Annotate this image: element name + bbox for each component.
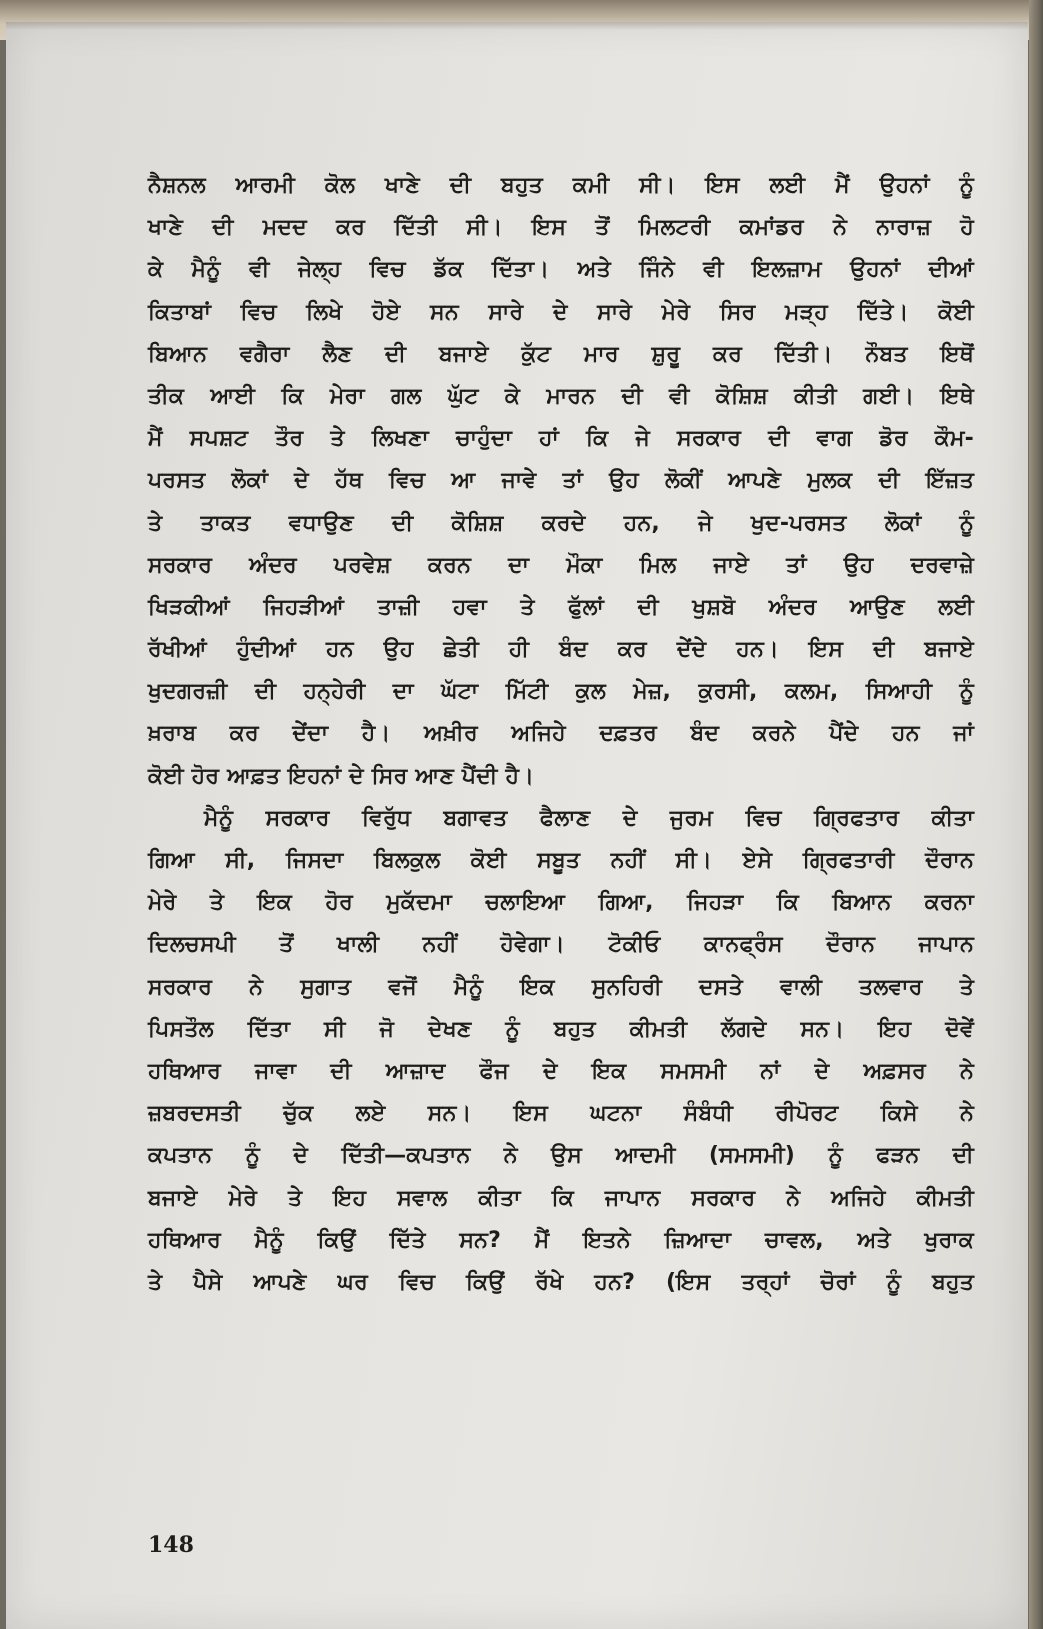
text-line: ਖ਼ਰਾਬ ਕਰ ਦੇਂਦਾ ਹੈ। ਅਖ਼ੀਰ ਅਜਿਹੇ ਦਫ਼ਤਰ ਬੰਦ ਕਰਨੇ ਪੈਂਦੇ ਹਨ ਜਾਂ — [148, 721, 974, 747]
text-line: ਖਾਣੇ ਦੀ ਮਦਦ ਕਰ ਦਿੱਤੀ ਸੀ। ਇਸ ਤੋਂ ਮਿਲਟਰੀ ਕਮਾਂਡਰ ਨੇ ਨਾਰਾਜ਼ ਹੋ — [148, 215, 974, 241]
text-line: ਨੈਸ਼ਨਲ ਆਰਮੀ ਕੋਲ ਖਾਣੇ ਦੀ ਬਹੁਤ ਕਮੀ ਸੀ। ਇਸ ਲਈ ਮੈਂ ਉਹਨਾਂ ਨੂੰ — [148, 173, 974, 198]
page-body-text — [148, 165, 974, 1304]
text-line: ਬਿਆਨ ਵਗੈਰਾ ਲੈਣ ਦੀ ਬਜਾਏ ਕੁੱਟ ਮਾਰ ਸ਼ੁਰੂ ਕਰ ਦਿੱਤੀ। ਨੌਬਤ ਇਥੋਂ — [148, 341, 974, 367]
text-line: ਮੇਰੇ ਤੇ ਇਕ ਹੋਰ ਮੁਕੱਦਮਾ ਚਲਾਇਆ ਗਿਆ, ਜਿਹੜਾ ਕਿ ਬਿਆਨ ਕਰਨਾ — [148, 890, 974, 916]
text-line: ਪਿਸਤੌਲ ਦਿੱਤਾ ਸੀ ਜੋ ਦੇਖਣ ਨੂੰ ਬਹੁਤ ਕੀਮਤੀ ਲੱਗਦੇ ਸਨ। ਇਹ ਦੋਵੇਂ — [148, 1016, 974, 1042]
text-line: ਸਰਕਾਰ ਅੰਦਰ ਪਰਵੇਸ਼ ਕਰਨ ਦਾ ਮੌਕਾ ਮਿਲ ਜਾਏ ਤਾਂ ਉਹ ਦਰਵਾਜ਼ੇ — [148, 552, 974, 578]
text-line: ਤੇ ਪੈਸੇ ਆਪਣੇ ਘਰ ਵਿਚ ਕਿਉਂ ਰੱਖੇ ਹਨ? (ਇਸ ਤਰ੍ਹਾਂ ਚੋਰਾਂ ਨੂੰ ਬਹੁਤ — [148, 1269, 974, 1295]
text-line: ਕਪਤਾਨ ਨੂੰ ਦੇ ਦਿੱਤੀ—ਕਪਤਾਨ ਨੇ ਉਸ ਆਦਮੀ (ਸਮਸਮੀ) ਨੂੰ ਫੜਨ ਦੀ — [148, 1143, 974, 1169]
text-line: ਰੱਖੀਆਂ ਹੁੰਦੀਆਂ ਹਨ ਉਹ ਛੇਤੀ ਹੀ ਬੰਦ ਕਰ ਦੇਂਦੇ ਹਨ। ਇਸ ਦੀ ਬਜਾਏ — [148, 637, 974, 663]
text-line: ਖੁਦਗਰਜ਼ੀ ਦੀ ਹਨ੍ਹੇਰੀ ਦਾ ਘੱਟਾ ਮਿੱਟੀ ਕੁਲ ਮੇਜ਼, ਕੁਰਸੀ, ਕਲਮ, ਸਿਆਹੀ ਨੂੰ — [148, 679, 974, 705]
paragraph-start-line: ਮੈਨੂੰ ਸਰਕਾਰ ਵਿਰੁੱਧ ਬਗਾਵਤ ਫੈਲਾਣ ਦੇ ਜੁਰਮ ਵਿਚ ਗ੍ਰਿਫਤਾਰ ਕੀਤਾ — [204, 805, 974, 831]
page-number: 148 — [148, 1532, 194, 1558]
text-line: ਕਿਤਾਬਾਂ ਵਿਚ ਲਿਖੇ ਹੋਏ ਸਨ ਸਾਰੇ ਦੇ ਸਾਰੇ ਮੇਰੇ ਸਿਰ ਮੜ੍ਹ ਦਿੱਤੇ। ਕੋਈ — [148, 299, 974, 325]
page-edge-shadow — [6, 22, 1028, 30]
text-line: ਹਥਿਆਰ ਜਾਵਾ ਦੀ ਆਜ਼ਾਦ ਫੌਜ ਦੇ ਇਕ ਸਮਸਮੀ ਨਾਂ ਦੇ ਅਫ਼ਸਰ ਨੇ — [148, 1058, 974, 1084]
background-shadow — [1029, 0, 1043, 1629]
text-line: ਗਿਆ ਸੀ, ਜਿਸਦਾ ਬਿਲਕੁਲ ਕੋਈ ਸਬੂਤ ਨਹੀਂ ਸੀ। ਏਸੇ ਗ੍ਰਿਫਤਾਰੀ ਦੌਰਾਨ — [148, 848, 974, 873]
text-line: ਪਰਸਤ ਲੋਕਾਂ ਦੇ ਹੱਥ ਵਿਚ ਆ ਜਾਵੇ ਤਾਂ ਉਹ ਲੋਕੀਂ ਆਪਣੇ ਮੁਲਕ ਦੀ ਇੱਜ਼ਤ — [148, 468, 974, 494]
text-line: ਹਥਿਆਰ ਮੈਨੂੰ ਕਿਉਂ ਦਿੱਤੇ ਸਨ? ਮੈਂ ਇਤਨੇ ਜ਼ਿਆਦਾ ਚਾਵਲ, ਅਤੇ ਖੁਰਾਕ — [148, 1227, 974, 1253]
text-line: ਮੈਂ ਸਪਸ਼ਟ ਤੌਰ ਤੇ ਲਿਖਣਾ ਚਾਹੁੰਦਾ ਹਾਂ ਕਿ ਜੇ ਸਰਕਾਰ ਦੀ ਵਾਗ ਡੋਰ ਕੌਮ- — [148, 426, 974, 452]
text-line: ਤੇ ਤਾਕਤ ਵਧਾਉਣ ਦੀ ਕੋਸ਼ਿਸ਼ ਕਰਦੇ ਹਨ, ਜੇ ਖੁਦ-ਪਰਸਤ ਲੋਕਾਂ ਨੂੰ — [148, 510, 974, 536]
text-line: ਜ਼ਬਰਦਸਤੀ ਚੁੱਕ ਲਏ ਸਨ। ਇਸ ਘਟਨਾ ਸੰਬੰਧੀ ਰੀਪੋਰਟ ਕਿਸੇ ਨੇ — [148, 1101, 974, 1127]
text-line: ਦਿਲਚਸਪੀ ਤੋਂ ਖਾਲੀ ਨਹੀਂ ਹੋਵੇਗਾ। ਟੋਕੀਓ ਕਾਨਫ੍ਰੰਸ ਦੌਰਾਨ ਜਾਪਾਨ — [148, 932, 974, 958]
paragraph-end-line: ਕੋਈ ਹੋਰ ਆਫ਼ਤ ਇਹਨਾਂ ਦੇ ਸਿਰ ਆਣ ਪੈਂਦੀ ਹੈ। — [148, 763, 535, 789]
text-line: ਤੀਕ ਆਈ ਕਿ ਮੇਰਾ ਗਲ ਘੁੱਟ ਕੇ ਮਾਰਨ ਦੀ ਵੀ ਕੋਸ਼ਿਸ਼ ਕੀਤੀ ਗਈ। ਇਥੇ — [148, 383, 974, 409]
text-line: ਸਰਕਾਰ ਨੇ ਸੁਗਾਤ ਵਜੋਂ ਮੈਨੂੰ ਇਕ ਸੁਨਹਿਰੀ ਦਸਤੇ ਵਾਲੀ ਤਲਵਾਰ ਤੇ — [148, 974, 974, 1000]
text-line: ਕੇ ਮੈਨੂੰ ਵੀ ਜੇਲ੍ਹ ਵਿਚ ਡੱਕ ਦਿੱਤਾ। ਅਤੇ ਜਿੰਨੇ ਵੀ ਇਲਜ਼ਾਮ ਉਹਨਾਂ ਦੀਆਂ — [148, 257, 974, 283]
text-line: ਬਜਾਏ ਮੇਰੇ ਤੇ ਇਹ ਸਵਾਲ ਕੀਤਾ ਕਿ ਜਾਪਾਨ ਸਰਕਾਰ ਨੇ ਅਜਿਹੇ ਕੀਮਤੀ — [148, 1185, 974, 1211]
text-line: ਖਿੜਕੀਆਂ ਜਿਹੜੀਆਂ ਤਾਜ਼ੀ ਹਵਾ ਤੇ ਫੁੱਲਾਂ ਦੀ ਖੁਸ਼ਬੋ ਅੰਦਰ ਆਉਣ ਲਈ — [148, 594, 974, 620]
